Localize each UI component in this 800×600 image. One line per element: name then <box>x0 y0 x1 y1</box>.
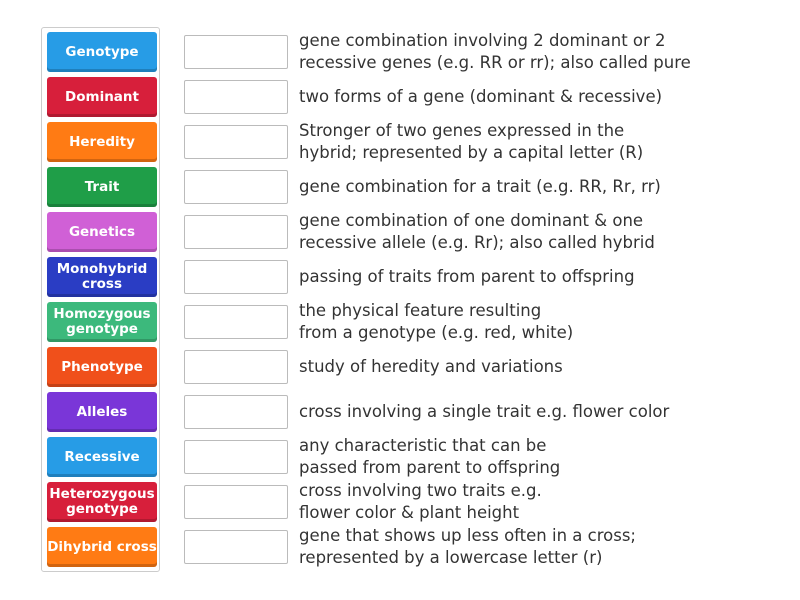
definition-line: recessive allele (e.g. Rr); also called hybrid <box>299 232 655 252</box>
definition-line: gene that shows up less often in a cross; <box>299 525 636 545</box>
definition-text <box>299 254 779 299</box>
draggable-tile[interactable]: Genetics <box>47 212 157 252</box>
drop-slot[interactable] <box>184 35 288 69</box>
drop-slot[interactable] <box>184 440 288 474</box>
definition-line: passed from parent to offspring <box>299 457 561 477</box>
draggable-tile[interactable]: Alleles <box>47 392 157 432</box>
draggable-tile[interactable]: Recessive <box>47 437 157 477</box>
draggable-tile[interactable]: Heterozygous genotype <box>47 482 157 522</box>
drop-slot[interactable] <box>184 350 288 384</box>
definition-text <box>299 119 779 164</box>
definition-line: cross involving a single trait e.g. flower color <box>299 401 670 421</box>
definition-line: passing of traits from parent to offspring <box>299 266 635 286</box>
definition-line: recessive genes (e.g. RR or rr); also called pure <box>299 52 691 72</box>
definition-line: gene combination involving 2 dominant or 2 <box>299 30 666 50</box>
draggable-tile[interactable]: Dihybrid cross <box>47 527 157 567</box>
definition-text <box>299 299 779 344</box>
definition-text <box>299 29 779 74</box>
drop-slot[interactable] <box>184 80 288 114</box>
draggable-tile[interactable]: Genotype <box>47 32 157 72</box>
definition-text <box>299 164 779 209</box>
drop-slot[interactable] <box>184 485 288 519</box>
draggable-tile[interactable]: Homozygous genotype <box>47 302 157 342</box>
definition-text <box>299 389 779 434</box>
definition-line: study of heredity and variations <box>299 356 563 376</box>
definition-line: gene combination of one dominant & one <box>299 210 644 230</box>
definition-line: the physical feature resulting <box>299 300 542 320</box>
answer-bank <box>41 27 160 572</box>
draggable-tile[interactable]: Trait <box>47 167 157 207</box>
draggable-tile[interactable]: Heredity <box>47 122 157 162</box>
definition-line: hybrid; represented by a capital letter (R) <box>299 142 644 162</box>
definition-text <box>299 434 779 479</box>
definition-line: represented by a lowercase letter (r) <box>299 547 603 567</box>
draggable-tile[interactable]: Dominant <box>47 77 157 117</box>
drop-slot[interactable] <box>184 215 288 249</box>
definition-line: two forms of a gene (dominant & recessive) <box>299 86 663 106</box>
draggable-tile[interactable]: Phenotype <box>47 347 157 387</box>
definition-line: cross involving two traits e.g. <box>299 480 542 500</box>
draggable-tile[interactable]: Monohybrid cross <box>47 257 157 297</box>
definition-text <box>299 524 779 569</box>
drop-slot[interactable] <box>184 125 288 159</box>
definition-text <box>299 479 779 524</box>
drop-slot[interactable] <box>184 530 288 564</box>
drop-slot[interactable] <box>184 170 288 204</box>
drop-slot[interactable] <box>184 395 288 429</box>
definition-line: any characteristic that can be <box>299 435 547 455</box>
definition-text <box>299 209 779 254</box>
definition-line: Stronger of two genes expressed in the <box>299 120 625 140</box>
drop-slot[interactable] <box>184 260 288 294</box>
definition-line: gene combination for a trait (e.g. RR, Rr, rr) <box>299 176 661 196</box>
drop-slot[interactable] <box>184 305 288 339</box>
definition-line: flower color & plant height <box>299 502 520 522</box>
definition-text <box>299 344 779 389</box>
definition-text <box>299 74 779 119</box>
definition-line: from a genotype (e.g. red, white) <box>299 322 574 342</box>
